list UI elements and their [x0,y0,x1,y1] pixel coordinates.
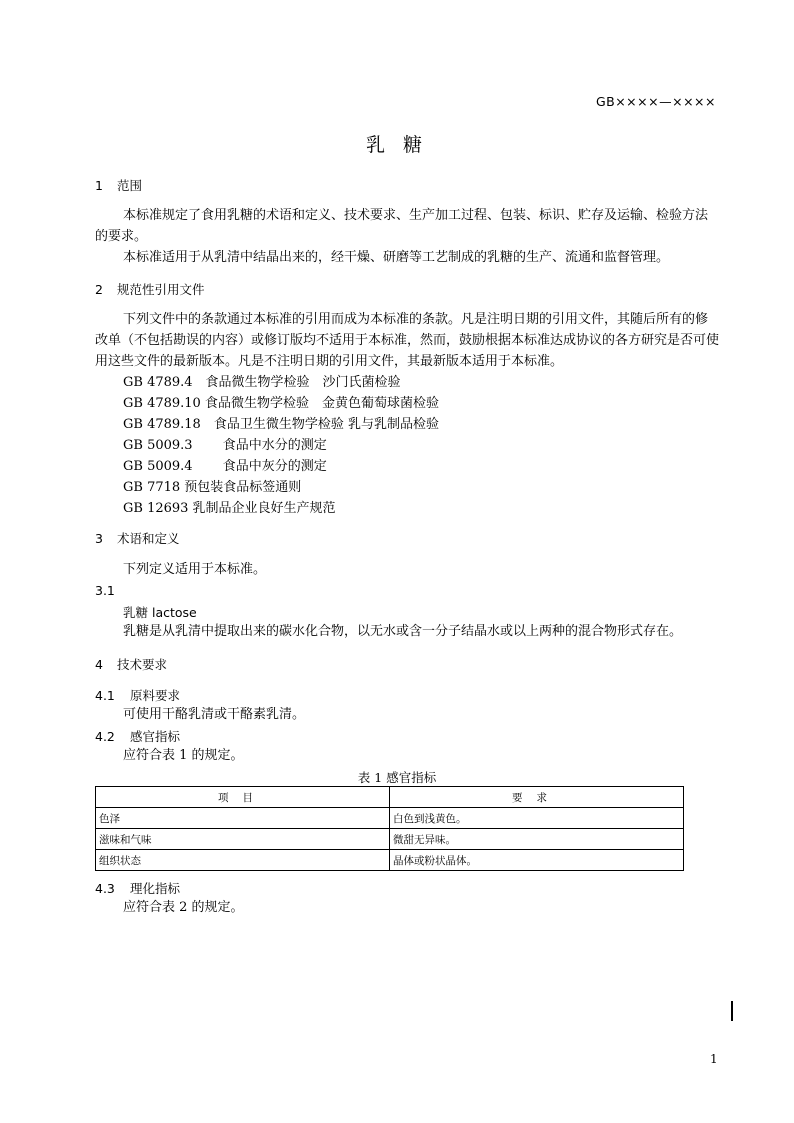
section-title: 范围 [117,178,143,193]
subsection-title: 原料要求 [130,688,181,703]
subsection-number: 4.1 [95,688,115,703]
standard-code: GB××××—×××× [595,94,716,109]
subsection-title: 感官指标 [130,729,181,744]
column-header-requirement: 要求 [390,787,684,808]
text-cursor [731,1001,733,1021]
reference-item: GB 4789.4 食品微生物学检验 沙门氏菌检验 [123,375,401,390]
term-definition: 乳糖是从乳清中提取出来的碳水化合物，以无水或含一分子结晶水或以上两种的混合物形式存在。 [123,624,683,639]
paragraph: 可使用干酪乳清或干酪素乳清。 [123,707,306,722]
section-title: 技术要求 [117,657,168,672]
subsection-number: 4.2 [95,729,115,744]
paragraph: 应符合表 1 的规定。 [123,748,244,763]
table-cell: 微甜无异味。 [390,829,684,850]
table-cell: 组织状态 [96,850,390,871]
section-number: 3 [95,531,103,546]
term-entry: 乳糖 lactose [123,605,197,620]
section-1-heading [95,176,142,194]
section-title: 术语和定义 [117,531,180,546]
section-3-heading [95,529,180,547]
table-cell: 色泽 [96,808,390,829]
subsection-4-2-heading [95,727,180,745]
subsection-4-3-heading [95,879,180,897]
subsection-title: 理化指标 [130,881,181,896]
section-number: 1 [95,178,103,193]
section-2-heading [95,280,205,298]
table-cell: 白色到浅黄色。 [390,808,684,829]
column-header-item: 项目 [96,787,390,808]
reference-item: GB 5009.3 食品中水分的测定 [123,438,327,453]
paragraph: 下列定义适用于本标准。 [123,562,267,577]
table-1-caption: 表 1 感官指标 [357,770,437,785]
table-row [96,808,684,829]
subsection-4-1-heading [95,686,180,704]
sensory-table [95,786,684,871]
reference-item: GB 4789.18 食品卫生微生物学检验 乳与乳制品检验 [123,417,439,432]
table-row [96,850,684,871]
paragraph: 本标准适用于从乳清中结晶出来的，经干燥、研磨等工艺制成的乳糖的生产、流通和监督管理。 [123,250,670,265]
section-4-heading [95,655,167,673]
reference-item: GB 5009.4 食品中灰分的测定 [123,459,327,474]
reference-item: GB 7718 预包装食品标签通则 [123,480,302,495]
table-cell: 晶体或粉状晶体。 [390,850,684,871]
reference-item: GB 4789.10 食品微生物学检验 金黄色葡萄球菌检验 [123,396,439,411]
paragraph: 本标准规定了食用乳糖的术语和定义、技术要求、生产加工过程、包装、标识、贮存及运输、检验方法的要求。 [95,208,709,244]
paragraph: 应符合表 2 的规定。 [123,900,244,915]
section-title: 规范性引用文件 [117,282,205,297]
document-title: 乳 糖 [365,134,429,156]
table-row [96,829,684,850]
section-number: 2 [95,282,103,297]
page-number: 1 [710,1052,718,1066]
table-cell: 滋味和气味 [96,829,390,850]
reference-item: GB 12693 乳制品企业良好生产规范 [123,501,336,516]
section-number: 4 [95,657,103,672]
table-header-row [96,787,684,808]
paragraph: 下列文件中的条款通过本标准的引用而成为本标准的条款。凡是注明日期的引用文件，其随后所有的修改单（不包括勘误的内容）或修订版均不适用于本标准，然而，鼓励根据本标准达成协议的各方研究是否可使用这些文件的最新版本。凡是不注明日期的引用文件，其最新版本适用于本标准。 [95,312,720,369]
subsection-number: 4.3 [95,881,115,896]
subsection-number: 3.1 [95,583,115,598]
